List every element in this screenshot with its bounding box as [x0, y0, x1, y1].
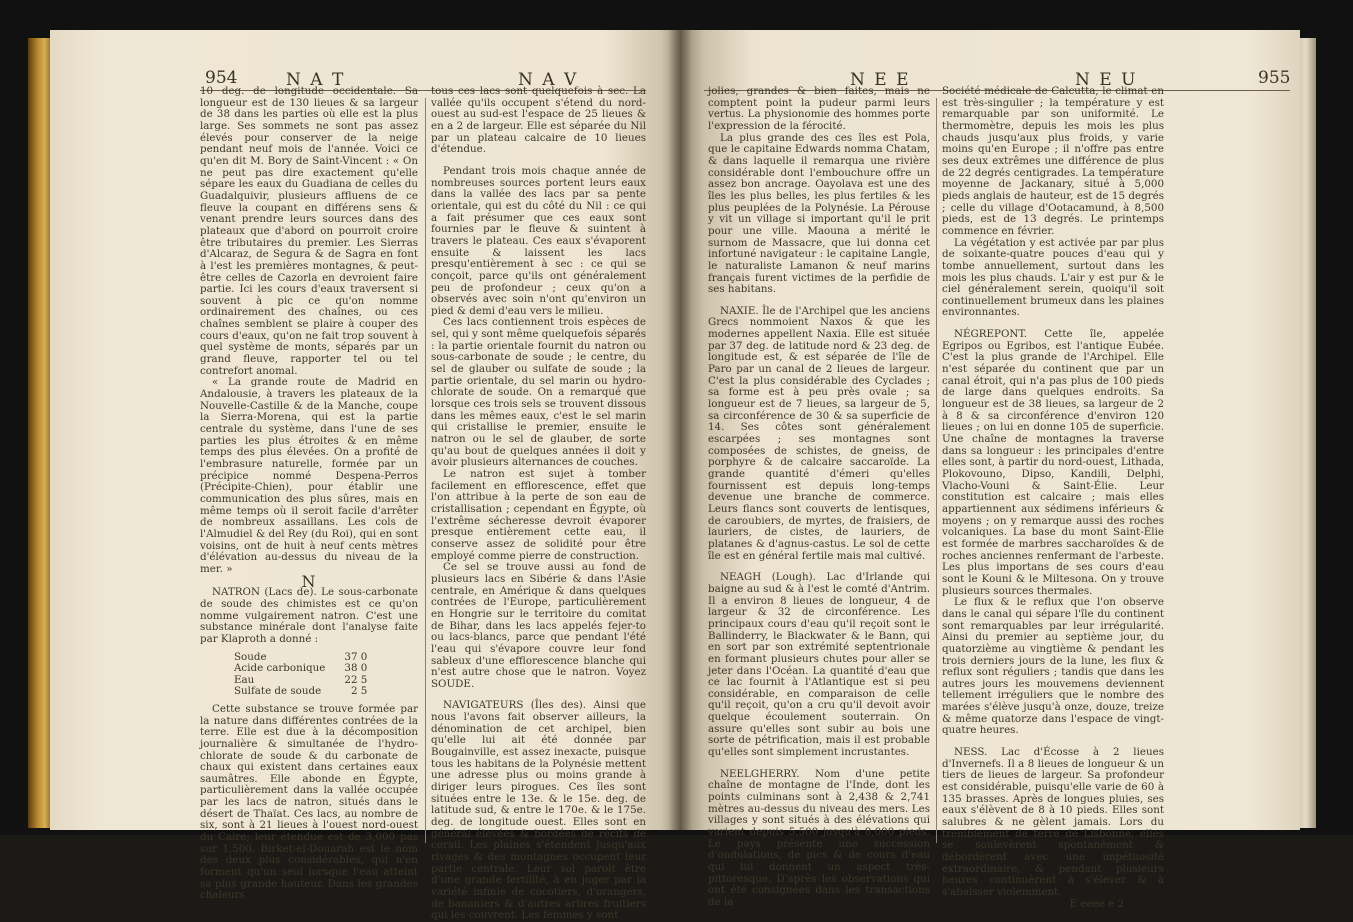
- table-row: [234, 686, 367, 698]
- right-running-head-1: N E E: [850, 70, 911, 90]
- paragraph: NEAGH (Lough). Lac d'Irlande qui baigne au sud & à l'est le comté d'Antrim. Il a environ 8 lieues de longueur, 4 de largeur & 32 de circonférence. Les principaux cours d'eau qu'il reçoit sont le Ballinderry, le Blackwater & le Bann, qui en sort par son extrémité septentrionale en formant plusieurs chutes pour aller se jeter dans l'Océan. La quantité d'eau que ce lac fournit à l'Atlantique est si peu considérable, en comparaison de celle qu'il reçoit, qu'on a cru qu'il devoit avoir quelque écoulement souterrain. On assure qu'elles sont subir au bois une sorte de pétrification, mais il est probable qu'elles sont simplement incrustantes.: [708, 571, 930, 759]
- table-row: [234, 663, 367, 675]
- left-page-number: 954: [205, 68, 238, 88]
- component-name: Soude: [234, 650, 267, 663]
- left-page: [50, 30, 680, 922]
- left-column-2: [431, 86, 646, 922]
- left-running-head-2: N A V: [518, 70, 579, 90]
- paragraph: Société médicale de Calcutta, le climat en est très-singulier ; la température y est remarquable par son uniformité. Le thermomètre, depuis les mois les plus chauds jusqu'aux plus froids, y varie moins qu'en Europe ; il n'offre pas entre ses deux extrêmes une différence de plus de 22 degrés centigrades. La température moyenne de Jackanary, situé à 5,000 pieds anglais de hauteur, est de 15 degrés ; celle du village d'Ootacamund, à 8,500 pieds, est de 13 degrés. Le printemps commence en février.: [942, 85, 1164, 237]
- right-page: [680, 30, 1300, 910]
- paragraph: « La grande route de Madrid en Andalousie, à travers les plateaux de la Nouvelle-Castille & de la Manche, coupe la Sierra-Morena, qui est la partie centrale du système, dans l'une de ses parties les plus étroites & en même temps des plus élevées. On a profité de l'embrasure naturelle, formée par un précipice nommé Despena-Perros (Précipite-Chien), pour établir une communication des plus sûres, mais en même temps où il seroit facile d'arrêter de nombreux assaillans. Les cols de l'Almudiel & del Rey (du Roi), qui en sont voisins, ont de huit à neuf cents mètres d'élévation au-dessus du niveau de la mer. »: [200, 376, 418, 575]
- paragraph: Le flux & le reflux que l'on observe dans le canal qui sépare l'île du continent sont remarquables par leur irrégularité. Ainsi du premier au septième jour, du quatorzième au vingtième & pendant les trois derniers jours de la lune, les flux & reflux sont réguliers ; tandis que dans les autres jours les mouvemens deviennent tellement irréguliers que le nombre des marées s'élève jusqu'à onze, douze, treize & même quatorze dans l'espace de vingt-quatre heures.: [942, 596, 1164, 737]
- component-value: 2 5: [350, 685, 368, 698]
- left-column-rule: [425, 98, 426, 843]
- left-running-head-1: N A T: [286, 70, 346, 90]
- paragraph: NEELGHERRY. Nom d'une petite chaîne de montagne de l'Inde, dont les points culminans sont à 2,438 & 2,741 mètres au-dessus du niveau des mers. Les villages y sont situés à des élévations qui varient depuis 5,500 jusqu'à 8,000 pieds. Le pays présente une succession d'ondulations, de pics & de cours d'eau qui lui donnent un aspect très-pittoresque. D'après les observations qui ont été consignées dans les transactions de la: [708, 767, 930, 908]
- paragraph: NATRON (Lacs de). Le sous-carbonate de soude des chimistes est ce qu'on nomme vulgairement natron. C'est une substance minérale dont l'analyse faite par Klaproth a donné :: [200, 586, 418, 645]
- right-running-head-2: N E U: [1075, 70, 1138, 90]
- right-column-rule: [936, 98, 937, 843]
- paragraph: La végétation y est activée par par plus de soixante-quatre pouces d'eau qui y tombe annuellement, surtout dans les mois les plus chauds. L'air y est pur & le ciel généralement serein, quoiqu'il soit continuellement brumeux dans les plaines environnantes.: [942, 236, 1164, 319]
- paragraph: tous ces lacs sont quelquefois à sec. La vallée qu'ils occupent s'étend du nord-ouest au sud-est l'espace de 25 lieues & en a 2 de largeur. Elle est séparée du Nil par un plateau calcaire de 10 lieues d'étendue.: [431, 85, 646, 156]
- right-column-1: [708, 86, 930, 909]
- paragraph: Le natron est sujet à tomber facilement en efflorescence, effet que l'on attribue à la perte de son eau de cristallisation ; cependant en Égypte, où l'extrême sécheresse devroit évaporer presque entièrement cette eau, il conserve assez de solidité pour être employé comme pierre de construction.: [431, 468, 646, 562]
- paragraph: Ce sel se trouve aussi au fond de plusieurs lacs en Sibérie & dans l'Asie centrale, en Amérique & dans quelques contrées de l'Europe, particulièrement en Hongrie sur le territoire du comitat de Bihar, dans les lacs appelés fejer-to ou lacs-blancs, parce que pendant l'été l'eau qui s'évapore couvre leur fond sableux d'une efflorescence blanche qui n'est autre chose que le natron. Voyez SOUDE.: [431, 561, 646, 690]
- right-column-2: [942, 86, 1164, 910]
- component-name: Acide carbonique: [234, 662, 326, 675]
- paragraph: Ces lacs contiennent trois espèces de sel, qui y sont même quelquefois séparés : la partie orientale fournit du natron ou sous-carbonate de soude ; le centre, du sel de glauber ou sulfate de soude ; la partie orientale, du sel marin ou hydro-chlorate de soude. On a remarqué que lorsque ces trois sels se trouvent dissous dans les mêmes eaux, c'est le sel marin qui cristallise le premier, ensuite le natron ou le sel de glauber, de sorte qu'au bout de quelques années il doit y avoir plusieurs alternances de couches.: [431, 316, 646, 469]
- component-name: Sulfate de soude: [234, 685, 322, 698]
- section-letter: N: [301, 571, 317, 591]
- paragraph: NAVIGATEURS (Îles des). Ainsi que nous l'avons fait observer ailleurs, la dénomination de cet archipel, bien qu'elle lui ait été donnée par Bougainville, est assez inexacte, puisque tous les habitans de la Polynésie mettent une adresse plus ou moins grande à diriger leurs pirogues. Ces îles sont situées entre le 13e. & le 15e. deg. de latitude sud, & entre le 170e. & le 175e. deg. de longitude ouest. Elles sont en général élevées & bordées de récifs de corail. Les plaines s'étendent jusqu'aux rivages & des montagnes occupent leur partie centrale. Leur sol paroît être d'une grande fertilité, à en juger par la variété infinie de cocotiers, d'orangers, de bananiers & d'autres arbres fruitiers qui les couvrent. Les femmes y sont: [431, 699, 646, 922]
- paragraph: jolies, grandes & bien faites, mais ne comptent point la pudeur parmi leurs vertus. La physionomie des hommes porte l'expression de la férocité.: [708, 85, 930, 132]
- left-column-1: [200, 86, 418, 902]
- book-gutter: [668, 30, 692, 830]
- paragraph: Cette substance se trouve formée par la nature dans différentes contrées de la terre. Elle est due à la décomposition journalière & simultanée de l'hydro-chlorate de soude & du carbonate de chaux qui existent dans certaines eaux saumâtres. Elle abonde en Égypte, particulièrement dans la vallée occupée par les lacs de natron, situés dans le désert de Thaïat. Ces lacs, au nombre de six, sont à 21 lieues à l'ouest nord-ouest du Caire; leur étendue est de 3,000 pas sur 1,500. Birket-el-Douarah est le nom des deux plus considérables, qui n'en forment qu'un seul lorsque l'eau atteint sa plus grande hauteur. Dans les grandes chaleurs: [200, 702, 418, 902]
- signature-mark: E eeee e 2: [1069, 897, 1124, 910]
- component-value: 37 0: [344, 650, 368, 663]
- component-name: Eau: [234, 673, 255, 686]
- gilt-page-edge: [28, 38, 52, 828]
- paragraph: Pendant trois mois chaque année de nombreuses sources portent leurs eaux dans la vallée des lacs par sa pente orientale, qui est du côté du Nil : ce qui a fait présumer que ces eaux sont fournies par le fleuve & suintent à travers le plateau. Ces eaux s'évaporent ensuite & laissent les lacs presqu'entièrement à sec : ce qui se conçoit, parce qu'ils ont généralement peu de profondeur ; ceux qu'on a observés avec soin n'ont qu'environ un pied & demi d'eau vers le milieu.: [431, 164, 646, 317]
- paragraph: La plus grande des ces îles est Pola, que le capitaine Edwards nomma Chatam, & dans laquelle il remarqua une rivière considérable dont l'embouchure offre un assez bon ancrage. Oayolava est une des îles les plus belles, les plus fertiles & les plus peuplées de la Polynésie. La Pérouse y vit un village si important qu'il le prit pour une ville. Maouna a mérité le surnom de Massacre, que lui donna cet infortuné navigateur : le capitaine Langle, le naturaliste Lamanon & neuf marins français furent victimes de la perfidie de ses habitans.: [708, 131, 930, 296]
- paragraph: NÉGREPONT. Cette île, appelée Egripos ou Egribos, est l'antique Eubée. C'est la plus grande de l'Archipel. Elle n'est séparée du continent que par un canal étroit, qui n'a pas plus de 100 pieds de large dans quelques endroits. Sa longueur est de 38 lieues, sa largeur de 2 à 8 & sa circonférence d'environ 120 lieues ; on lui en donne 105 de superficie. Une chaîne de montagnes la traverse dans sa longueur : les principales d'entre elles sont, à partir du nord-ouest, Lithada, Plokovouno, Dipso, Kandili, Delphi, Vlacho-Vouni & Saint-Élie. Leur constitution est calcaire ; mais elles appartiennent aux sédimens inférieurs & moyens ; on y remarque aussi des roches volcaniques. La base du mont Saint-Élie est formée de marbres saccharoïdes & de roches anciennes renfermant de l'arbeste. Les plus importans de ses cours d'eau sont le Kouni & le Miltesona. On y trouve plusieurs sources thermales.: [942, 328, 1164, 597]
- component-value: 38 0: [344, 662, 368, 675]
- composition-table: [234, 652, 367, 698]
- component-value: 22 5: [344, 673, 368, 686]
- paragraph: NESS. Lac d'Écosse à 2 lieues d'Invernefs. Il a 8 lieues de longueur & un tiers de lieues de largeur. Sa profondeur est considérable, puisqu'elle varie de 60 à 135 brasses. Après de longues pluies, ses eaux s'élèvent de 8 à 10 pieds. Elles sont salubres & ne gèlent jamais. Lors du tremblement de terre de Lisbonne, elles se soulevèrent spontanément & débordèrent avec une impétuosité extraordinaire, & pendant plusieurs heures continuèrent à s'élever & à s'abaisser violemment.: [942, 746, 1164, 898]
- right-page-number: 955: [1258, 68, 1291, 88]
- paragraph: 10 deg. de longitude occidentale. Sa longueur est de 130 lieues & sa largeur de 38 dans les parties où elle est la plus large. Ses sommets ne sont pas assez élevés pour conserver de la neige pendant neuf mois de l'année. Voici ce qu'en dit M. Bory de Saint-Vincent : « On ne peut pas dire exactement qu'elle sépare les eaux du Guadiana de celles du Guadalquivir, plusieurs affluens de ce fleuve la coupant en différens sens & venant prendre leurs sources dans des plateaux que d'abord on pourroit croire être tributaires du premier. Les Sierras d'Alcaraz, de Segura & de Sagra en font à l'est les premières montagnes, & peut-être celles de Cazorla en devroient faire partie. Ici les cours d'eaux traversent si souvent à pic ce qu'on nomme ordinairement des chaînes, ou ces chaînes semblent se plaire à couper des cours d'eaux, qu'on ne fait trop souvent à quel système de monts, séparés par un grand fleuve, rapporter tel ou tel contrefort anomal.: [200, 85, 418, 377]
- paragraph: NAXIE. Île de l'Archipel que les anciens Grecs nommoient Naxos & que les modernes appellent Naxia. Elle est située par 37 deg. de latitude nord & 23 deg. de longitude est, & est séparée de l'île de Paro par un canal de 2 lieues de largeur. C'est la plus considérable des Cyclades ; sa forme est à peu près ovale ; sa longueur est de 7 lieues, sa largeur de 5, sa circonférence de 30 & sa superficie de 14. Ses côtes sont généralement escarpées ; ses montagnes sont composées de schistes, de gneiss, de porphyre & de calcaire saccaroïde. La grande quantité d'émeri qu'elles fournissent est depuis long-temps devenue une branche de commerce. Leurs flancs sont couverts de lentisques, de caroubiers, de myrtes, de fraisiers, de lauriers, de cistes, de lauriers, de platanes & d'agnus-castus. Le sol de cette île est en général fertile mais mal cultivé.: [708, 304, 930, 562]
